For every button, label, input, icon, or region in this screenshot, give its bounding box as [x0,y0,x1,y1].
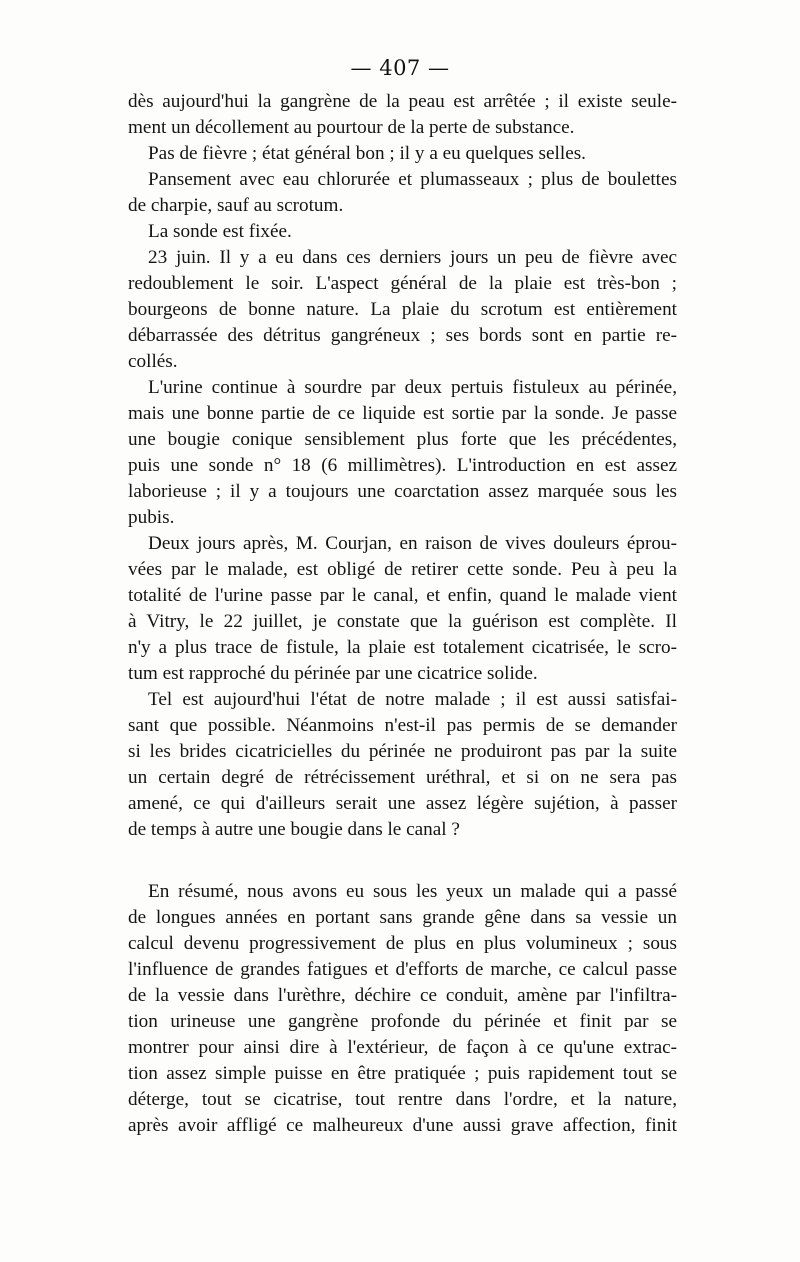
text-line: mais une bonne partie de ce liquide est sortie par la sonde. Je passe [128,403,677,424]
text-line: tum est rapproché du périnée par une cicatrice solide. [128,663,538,684]
text-line: vées par le malade, est obligé de retirer cette sonde. Peu à peu la [128,559,677,580]
text-line: totalité de l'urine passe par le canal, et enfin, quand le malade vient [128,585,677,606]
text-line: sant que possible. Néanmoins n'est-il pas permis de se demander [128,715,677,736]
text-line: une bougie conique sensiblement plus forte que les précédentes, [128,429,677,450]
paragraph [128,245,677,375]
paragraph [128,375,677,531]
text-line: collés. [128,351,178,372]
text-line: l'influence de grandes fatigues et d'efforts de marche, ce calcul passe [128,959,677,980]
text-line: L'urine continue à sourdre par deux pertuis fistuleux au périnée, [148,377,677,398]
text-line: à Vitry, le 22 juillet, je constate que la guérison est complète. Il [128,611,677,632]
text-line: déterge, tout se cicatrise, tout rentre dans l'ordre, et la nature, [128,1089,677,1110]
text-line: ment un décollement au pourtour de la perte de substance. [128,117,575,138]
text-line: calcul devenu progressivement de plus en plus volumineux ; sous [128,933,677,954]
text-line: tion assez simple puisse en être pratiquée ; puis rapidement tout se [128,1063,677,1084]
text-line: de charpie, sauf au scrotum. [128,195,344,216]
text-line: de longues années en portant sans grande gêne dans sa vessie un [128,907,677,928]
page-number: — 407 — [350,56,450,80]
text-line: En résumé, nous avons eu sous les yeux un malade qui a passé [148,881,677,902]
text-line: montrer pour ainsi dire à l'extérieur, de façon à ce qu'une extrac- [128,1037,677,1058]
text-line: Deux jours après, M. Courjan, en raison de vives douleurs éprou- [148,533,677,554]
text-line: n'y a plus trace de fistule, la plaie est totalement cicatrisée, le scro- [128,637,677,658]
text-line: si les brides cicatricielles du périnée ne produiront pas par la suite [128,741,677,762]
paragraph [128,531,677,687]
text-line: redoublement le soir. L'aspect général de la plaie est très-bon ; [128,273,677,294]
section-gap [128,843,677,879]
text-line: de la vessie dans l'urèthre, déchire ce conduit, amène par l'infiltra- [128,985,677,1006]
text-line: débarrassée des détritus gangréneux ; ses bords sont en partie re- [128,325,677,346]
text-line: Tel est aujourd'hui l'état de notre malade ; il est aussi satisfai- [148,689,677,710]
paragraph [128,219,677,245]
text-line: Pas de fièvre ; état général bon ; il y a eu quelques selles. [148,143,586,164]
paragraph [128,687,677,843]
paragraph [128,879,677,1139]
text-line: amené, ce qui d'ailleurs serait une assez légère sujétion, à passer [128,793,677,814]
text-line: après avoir affligé ce malheureux d'une aussi grave affection, finit [128,1115,677,1136]
text-line: 23 juin. Il y a eu dans ces derniers jours un peu de fièvre avec [148,247,677,268]
text-line: pubis. [128,507,175,528]
text-line: Pansement avec eau chlorurée et plumasseaux ; plus de boulettes [148,169,677,190]
text-line: dès aujourd'hui la gangrène de la peau est arrêtée ; il existe seule- [128,91,677,112]
text-line: puis une sonde n° 18 (6 millimètres). L'introduction en est assez [128,455,677,476]
text-line: de temps à autre une bougie dans le canal ? [128,819,460,840]
text-line: tion urineuse une gangrène profonde du périnée et finit par se [128,1011,677,1032]
paragraph [128,167,677,219]
body-text [128,89,677,1139]
text-line: bourgeons de bonne nature. La plaie du scrotum est entièrement [128,299,677,320]
paragraph [128,141,677,167]
text-line: un certain degré de rétrécissement uréthral, et si on ne sera pas [128,767,677,788]
text-line: laborieuse ; il y a toujours une coarctation assez marquée sous les [128,481,677,502]
paragraph [128,89,677,141]
text-line: La sonde est fixée. [148,221,292,242]
